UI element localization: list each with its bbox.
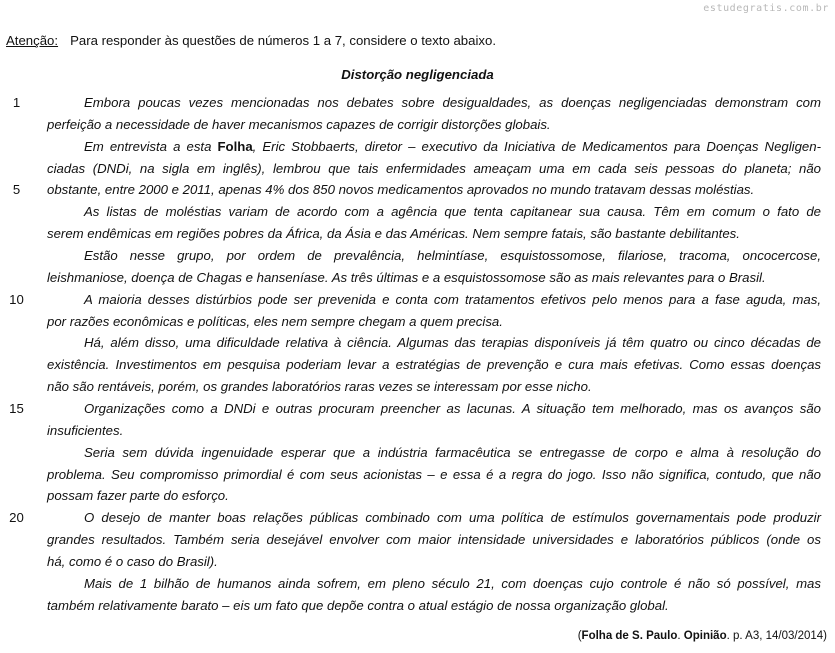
line-text: ciadas (DNDi, na sigla em inglês), lembrou que tais enfermidades ameaçam uma em cada seis pessoas do planeta; não (47, 160, 821, 176)
text-line (0, 598, 835, 620)
line-text: Seria sem dúvida ingenuidade esperar que a indústria farmacêutica se entregasse de corpo e alma à resolução do (84, 444, 821, 460)
line-text: por razões econômicas e políticas, eles nem sempre chegam a quem precisa. (47, 313, 503, 329)
text-line (0, 314, 835, 336)
text-line (0, 95, 835, 117)
line-text: possam fazer parte do esforço. (47, 488, 229, 504)
line-text: existência. Investimentos em pesquisa poderiam levar a estratégias de prevenção e cura mais efetivas. Como essas doenças (47, 357, 821, 373)
text-line (0, 335, 835, 357)
line-number: 10 (9, 291, 24, 307)
text-line (0, 554, 835, 576)
line-text: Mais de 1 bilhão de humanos ainda sofrem, em pleno século 21, com doenças cujo controle é não só possível, mas (84, 575, 821, 591)
text-line (0, 423, 835, 445)
line-text: não são rentáveis, porém, os grandes laboratórios raras vezes se interessam por esse nicho. (47, 379, 592, 395)
text-line (0, 488, 835, 510)
text-line (0, 379, 835, 401)
text-line (0, 510, 835, 532)
line-number: 1 (12, 95, 21, 110)
source-newspaper: Folha de S. Paulo (581, 630, 678, 642)
line-number: 15 (9, 401, 24, 417)
line-number: 5 (12, 182, 21, 198)
source-section: Opinião (683, 630, 727, 642)
text-line (0, 292, 835, 314)
text-line (0, 226, 835, 248)
text-line (0, 248, 835, 270)
line-text: grandes resultados. Também seria desejável envolver com maior intensidade universidades e laboratórios públicos (onde os (47, 532, 821, 548)
line-text: Há, além disso, uma dificuldade relativa à ciência. Algumas das terapias disponíveis já têm quatro ou cinco décadas de (84, 335, 821, 351)
text-line (0, 357, 835, 379)
line-text: Estão nesse grupo, por ordem de prevalência, helmintíase, esquistossomose, filariose, tracoma, oncocercose, (84, 248, 821, 264)
line-text: Organizações como a DNDi e outras procuram preencher as lacunas. A situação tem melhorado, mas os avanços são (84, 401, 821, 417)
line-text: obstante, entre 2000 e 2011, apenas 4% dos 850 novos medicamentos aprovados no mundo tratavam dessas moléstias. (47, 182, 755, 198)
text-line (0, 445, 835, 467)
attention-text: Para responder às questões de números 1 a 7, considere o texto abaixo. (70, 33, 496, 48)
line-text: também relativamente barato – eis um fato que depõe contra o atual estágio de nossa organização global. (47, 597, 669, 613)
line-text: há, como é o caso do Brasil). (47, 554, 218, 570)
text-line (0, 139, 835, 161)
line-text: problema. Seu compromisso primordial é com seus acionistas – e essa é a regra do jogo. Isso não significa, contudo, que não (47, 466, 821, 482)
text-line (0, 270, 835, 292)
text-line (0, 576, 835, 598)
text-line (0, 182, 835, 204)
text-line (0, 467, 835, 489)
line-text: O desejo de manter boas relações públicas combinado com uma política de estímulos governamentais pode produzir (84, 510, 821, 526)
line-text: serem endêmicas em regiões pobres da África, da Ásia e das Américas. Nem sempre fatais, são bastante debilitantes. (47, 226, 740, 242)
line-number: 20 (9, 510, 24, 526)
text-line (0, 161, 835, 183)
line-text: Embora poucas vezes mencionadas nos debates sobre desigualdades, as doenças negligenciadas demonstram com (84, 95, 821, 110)
line-text: perfeição a necessidade de haver mecanismos capazes de corrigir distorções globais. (47, 116, 551, 132)
line-text: Em entrevista a esta Folha, Eric Stobbaerts, diretor – executivo da Iniciativa de Medicamentos para Doenças Negligen- (84, 138, 821, 154)
line-text: leishmaniose, doença de Chagas e hanseníase. As três últimas e a esquistossomose são as mais relevantes para o Brasil. (47, 269, 766, 285)
site-watermark: estudegratis.com.br (703, 3, 829, 14)
attention-notice (6, 33, 496, 49)
text-line (0, 401, 835, 423)
line-text: A maioria desses distúrbios pode ser prevenida e conta com tratamentos efetivos pelo menos para a fase aguda, mas, (84, 291, 821, 307)
text-title: Distorção negligenciada (341, 67, 494, 82)
numbered-text (0, 95, 835, 620)
line-text: As listas de moléstias variam de acordo com a agência que tenta capitanear sua causa. Têm em comum o fato de (84, 204, 821, 220)
text-line (0, 532, 835, 554)
line-text: insuficientes. (47, 422, 124, 438)
text-line (0, 204, 835, 226)
source-citation: (Folha de S. Paulo. Opinião. p. A3, 14/03/2014) (577, 630, 827, 642)
newspaper-name: Folha (217, 138, 253, 154)
attention-label: Atenção: (6, 33, 59, 48)
text-line (0, 117, 835, 139)
